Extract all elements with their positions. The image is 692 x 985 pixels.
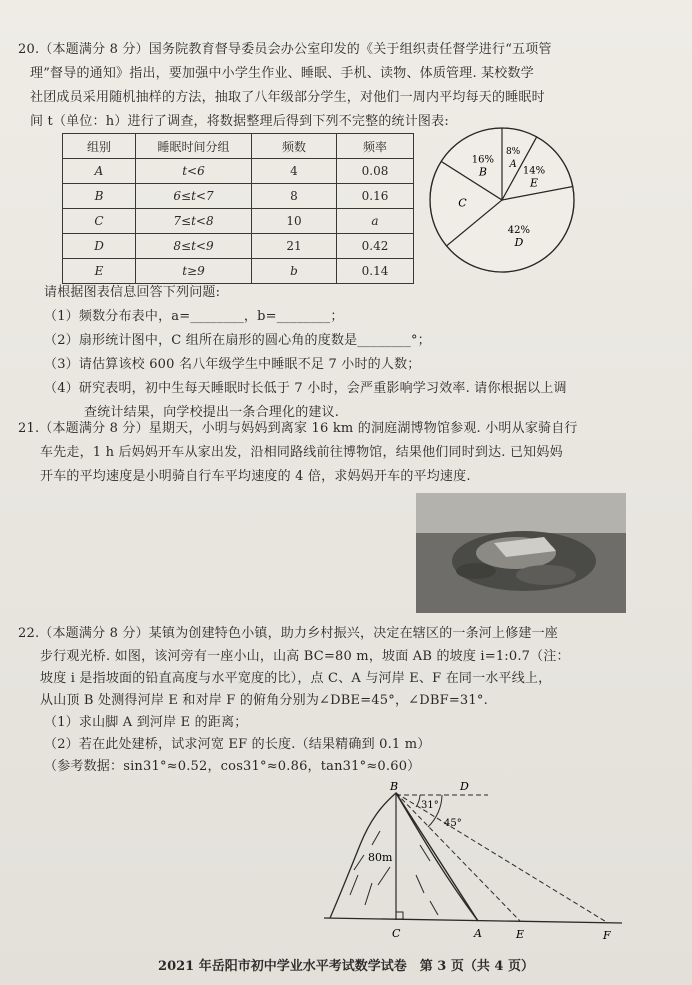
q20-part-2: （2）扇形统计图中，C 组所在扇形的圆心角的度数是________°； (44, 333, 431, 348)
table-row (63, 259, 414, 284)
table-header-row (63, 134, 414, 159)
pie-category-label: B (478, 165, 487, 179)
table-cell: 0.16 (337, 184, 414, 209)
angle-arc-31 (416, 795, 420, 807)
table-cell: E (63, 259, 136, 284)
museum-island-image (416, 493, 626, 613)
label-a: A (474, 927, 482, 940)
right-angle-mark (396, 912, 403, 919)
table-cell: t≥9 (136, 259, 252, 284)
mountain-diagram (320, 775, 630, 945)
mountain-outline (330, 793, 478, 921)
table-cell: b (252, 259, 337, 284)
label-b: B (390, 780, 399, 793)
table-row (63, 184, 414, 209)
table-cell: 6≤t<7 (136, 184, 252, 209)
table-header: 频数 (252, 134, 337, 159)
q20-line-2: 理”督导的通知》指出，要加强中小学生作业、睡眠、手机、读物、体质管理. 某校数学 (30, 66, 534, 81)
q20-part-3: （3）请估算该校 600 名八年级学生中睡眠不足 7 小时的人数； (44, 357, 421, 372)
q20-line-3: 社团成员采用随机抽样的方法，抽取了八年级部分学生，对他们一周内平均每天的睡眠时 (30, 90, 545, 105)
q20-subquestions (44, 281, 684, 425)
frequency-table (62, 133, 414, 284)
table-cell: D (63, 234, 136, 259)
pie-percent-label: 14% (522, 165, 546, 177)
table-cell: C (63, 209, 136, 234)
table-cell: 21 (252, 234, 337, 259)
q21-line-2: 车先走，1 h 后妈妈开车从家出发，沿相同路线前往博物馆，结果他们同时到达. 已知妈妈 (40, 445, 563, 460)
table-row (63, 209, 414, 234)
museum-photo (416, 493, 626, 613)
table-cell: 7≤t<8 (136, 209, 252, 234)
pie-percent-label: 42% (507, 224, 530, 236)
q21-line-1: 21.（本题满分 8 分）星期天，小明与妈妈到离家 16 km 的洞庭湖博物馆参观. 小明从家骑自行 (18, 421, 578, 436)
q20-part-4-cont: 查统计结果，向学校提出一条合理化的建议. (84, 405, 340, 420)
table-cell: t<6 (136, 159, 252, 184)
pie-category-label: E (530, 176, 539, 190)
q20-line-4: 间 t（单位：h）进行了调查，将数据整理后得到下列不完整的统计图表: (30, 114, 449, 129)
label-angle-31: 31° (421, 800, 439, 811)
table-cell: 0.08 (337, 159, 414, 184)
table-cell: B (63, 184, 136, 209)
slope-ab (396, 793, 478, 921)
table-cell: 0.14 (337, 259, 414, 284)
q20-part-1: （1）频数分布表中，a=________，b=________； (44, 309, 344, 324)
q22-part-1: （1）求山脚 A 到河岸 E 的距离； (44, 715, 248, 730)
table-cell: 8≤t<9 (136, 234, 252, 259)
table-cell: A (63, 159, 136, 184)
label-c: C (392, 927, 401, 940)
page-footer: 2021 年岳阳市初中学业水平考试数学试卷 第 3 页（共 4 页） (158, 959, 534, 974)
pie-category-label: D (514, 235, 524, 249)
ground-line (324, 918, 622, 923)
mountain-texture (350, 831, 438, 915)
q22-reference: （参考数据：sin31°≈0.52，cos31°≈0.86，tan31°≈0.60） (44, 759, 421, 774)
q22-line-1: 22.（本题满分 8 分）某镇为创建特色小镇，助力乡村振兴，决定在辖区的一条河上修建一座 (18, 626, 559, 641)
label-f: F (603, 929, 611, 942)
table-row (63, 159, 414, 184)
label-angle-45: 45° (444, 818, 462, 829)
table-header: 组别 (63, 134, 136, 159)
table-cell: 8 (252, 184, 337, 209)
label-e: E (516, 928, 525, 941)
q20-line-1: 20.（本题满分 8 分）国务院教育督导委员会办公室印发的《关于组织责任督学进行“五项管 (18, 42, 552, 57)
q20-stem (18, 38, 678, 134)
table-cell: 10 (252, 209, 337, 234)
sightline-be (396, 793, 520, 921)
label-d: D (460, 780, 469, 793)
q21-stem (18, 417, 683, 489)
table-cell: a (337, 209, 414, 234)
label-height: 80m (368, 851, 393, 864)
pie-category-label: C (458, 196, 467, 210)
table-cell: 0.42 (337, 234, 414, 259)
pie-chart (426, 124, 578, 276)
q22-stem (18, 622, 683, 778)
q22-line-4: 从山顶 B 处测得河岸 E 和对岸 F 的俯角分别为∠DBE=45°，∠DBF=31°. (40, 693, 488, 708)
table-header: 睡眠时间分组 (136, 134, 252, 159)
table-header: 频率 (337, 134, 414, 159)
table-row (63, 234, 414, 259)
pie-percent-label: 8% (505, 146, 521, 157)
q20-part-4: （4）研究表明，初中生每天睡眠时长低于 7 小时，会严重影响学习效率. 请你根据以上调 (44, 381, 567, 396)
q20-prompt: 请根据图表信息回答下列问题: (44, 285, 221, 300)
q22-line-2: 步行观光桥. 如图，该河旁有一座小山，山高 BC=80 m，坡面 AB 的坡度 i=1:0.7（注： (40, 649, 570, 664)
q22-part-2: （2）若在此处建桥，试求河宽 EF 的长度.（结果精确到 0.1 m） (44, 737, 431, 752)
q21-line-3: 开车的平均速度是小明骑自行车平均速度的 4 倍，求妈妈开车的平均速度. (40, 469, 471, 484)
q22-line-3: 坡度 i 是指坡面的铅直高度与水平宽度的比），点 C、A 与河岸 E、F 在同一水平线上， (40, 671, 552, 686)
table-cell: 4 (252, 159, 337, 184)
pie-category-label: A (509, 158, 517, 170)
pie-percent-label: 16% (471, 154, 495, 166)
